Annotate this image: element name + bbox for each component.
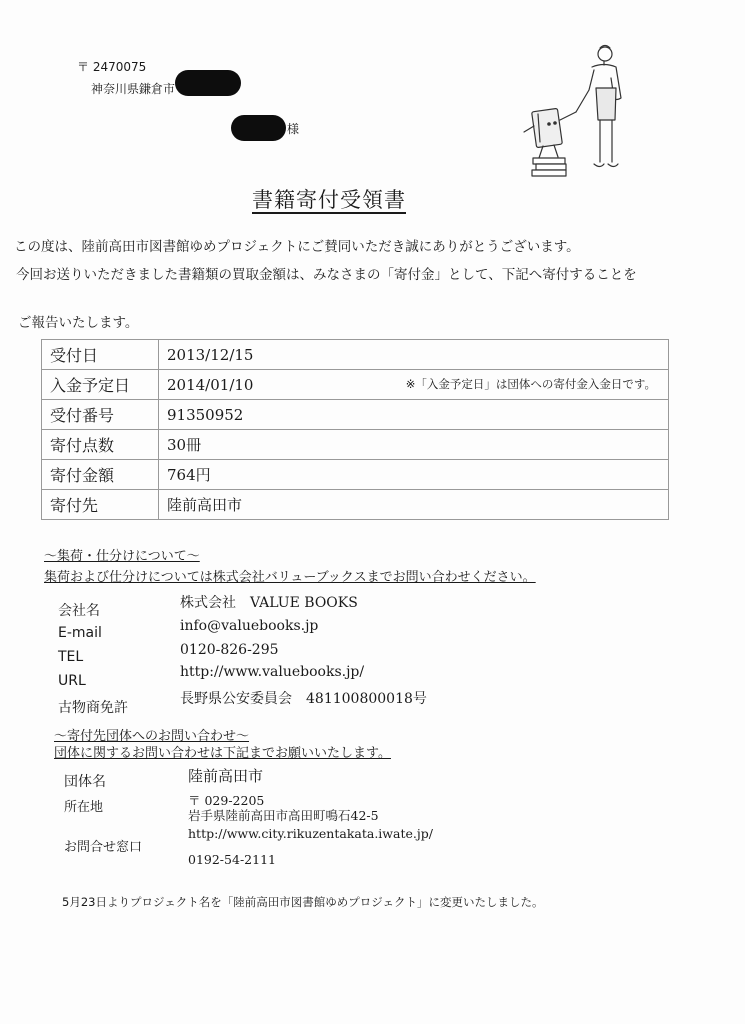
row-value-payment-date: 2014/01/10	[167, 375, 254, 394]
row-label-receipt-number: 受付番号	[42, 400, 159, 430]
url-label: URL	[58, 673, 86, 689]
org-name-label: 団体名	[64, 774, 106, 790]
collection-subheading-text: 集荷および仕分けについては株式会社バリューブックスまでお問い合わせください。	[44, 570, 536, 585]
recipient-city: 神奈川県鎌倉市	[91, 82, 176, 96]
organization-subheading-text: 団体に関するお問い合わせは下記までお願いいたします。	[54, 746, 391, 761]
tel-label: TEL	[58, 649, 84, 665]
license-value: 長野県公安委員会 481100800018号	[180, 691, 427, 707]
organization-subheading	[54, 742, 391, 761]
collection-heading-text: ～集荷・仕分けについて～	[44, 549, 200, 564]
row-value-recipient: 陸前高田市	[159, 490, 669, 520]
email-label: E-mail	[58, 625, 102, 641]
document-title: 書籍寄付受領書	[252, 188, 406, 212]
table-row	[42, 430, 669, 460]
intro-line-2: 今回お送りいただきました書籍類の買取金額は、みなさまの「寄付金」として、下記へ寄付することを	[16, 267, 637, 283]
row-value-receipt-number: 91350952	[159, 400, 669, 430]
table-row	[42, 460, 669, 490]
org-url-value[interactable]: http://www.city.rikuzentakata.iwate.jp/	[188, 826, 433, 841]
row-label-donation-amount: 寄付金額	[42, 460, 159, 490]
org-address-value: 岩手県陸前高田市高田町鳴石42-5	[188, 808, 379, 823]
row-label-received-date: 受付日	[42, 340, 159, 370]
license-label: 古物商免許	[58, 700, 128, 716]
company-name-label: 会社名	[58, 603, 100, 619]
receipt-table	[41, 339, 669, 520]
collection-heading	[44, 545, 200, 564]
org-contact-label: お問合せ窓口	[64, 840, 143, 855]
row-value-received-date: 2013/12/15	[159, 340, 669, 370]
org-phone-value: 0192-54-2111	[188, 852, 276, 867]
row-value-item-count: 30冊	[159, 430, 669, 460]
tel-value: 0120-826-295	[180, 642, 279, 658]
org-address-label: 所在地	[64, 800, 104, 815]
intro-line-1: この度は、陸前高田市図書館ゆめプロジェクトにご賛同いただき誠にありがとうございます。	[14, 239, 580, 255]
row-value-payment-date-cell	[159, 370, 669, 400]
redacted-address	[175, 70, 241, 96]
intro-line-3: ご報告いたします。	[18, 315, 139, 331]
postal-code: 〒 2470075	[77, 60, 147, 74]
row-label-recipient: 寄付先	[42, 490, 159, 520]
org-postal-code: 〒 029-2205	[188, 793, 265, 808]
url-value[interactable]: http://www.valuebooks.jp/	[180, 664, 365, 680]
honorific: 様	[287, 122, 300, 136]
payment-date-note: ※「入金予定日」は団体への寄付金入金日です。	[405, 376, 656, 391]
redacted-name	[231, 115, 286, 141]
table-row	[42, 340, 669, 370]
company-name-value: 株式会社 VALUE BOOKS	[180, 595, 358, 611]
row-label-item-count: 寄付点数	[42, 430, 159, 460]
table-row	[42, 400, 669, 430]
table-row	[42, 490, 669, 520]
email-value[interactable]: info@valuebooks.jp	[180, 618, 319, 634]
collection-subheading	[44, 566, 536, 585]
org-name-value: 陸前高田市	[188, 767, 264, 785]
organization-heading-text: ～寄付先団体へのお問い合わせ～	[54, 729, 250, 744]
row-value-donation-amount: 764円	[159, 460, 669, 490]
footer-note: 5月23日よりプロジェクト名を「陸前高田市図書館ゆめプロジェクト」に変更いたしました。	[62, 895, 544, 909]
row-label-payment-date: 入金予定日	[42, 370, 159, 400]
table-row	[42, 370, 669, 400]
child-with-book-illustration	[518, 40, 638, 185]
